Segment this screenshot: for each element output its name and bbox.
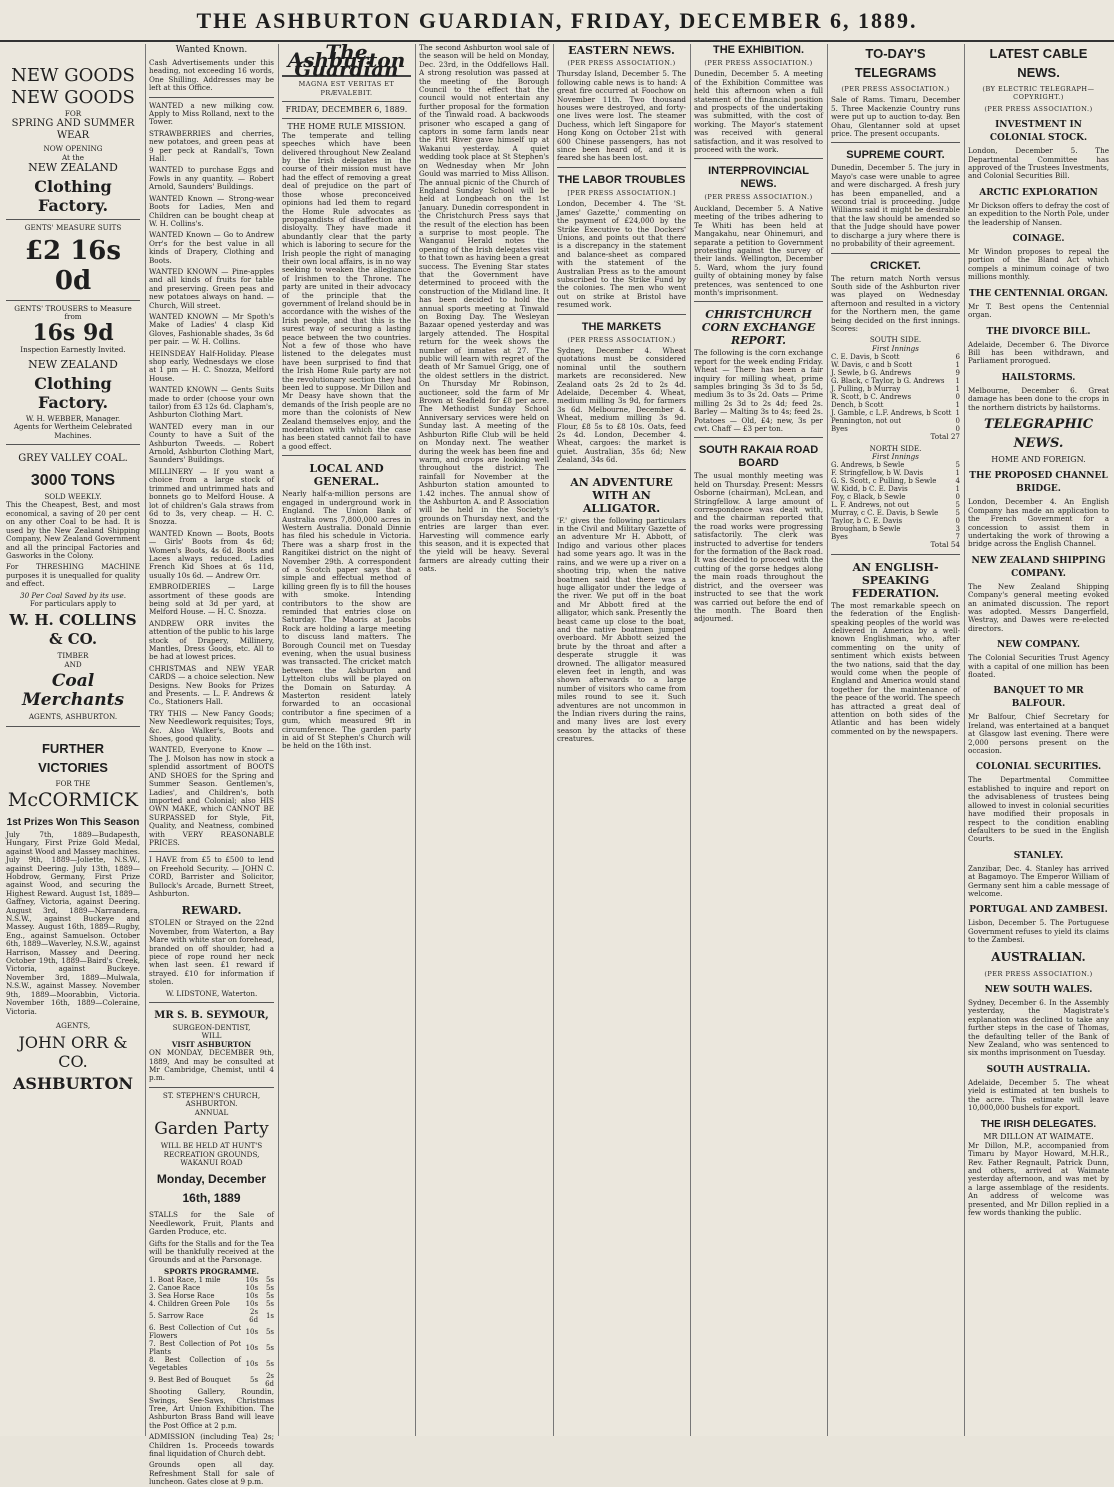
ad-heading: Clothing Factory. (34, 373, 112, 412)
section-heading: AN ENGLISH-SPEAKING FEDERATION. (851, 560, 940, 600)
table-cell: F. Stringfellow, b W. Davis (831, 469, 924, 478)
table-cell: 4. Children Green Pole (149, 1300, 230, 1309)
article-body: London, December 5. The Departmental Committee has approved of the Trustees Investments, and Colonial Securities Bill. (968, 146, 1109, 181)
article-body: Mr T. Best opens the Centennial organ. (968, 301, 1109, 320)
section-subheading: (BY ELECTRIC TELEGRAPH—COPYRIGHT.) (982, 85, 1095, 102)
table-cell: 4 (955, 477, 960, 486)
table-row (831, 493, 960, 501)
ad-text: AND (64, 659, 82, 669)
scorecard-table (831, 461, 960, 541)
ad-heading: ASHBURTON (12, 1074, 134, 1094)
section-subheading: (PER PRESS ASSOCIATION.) (567, 59, 676, 67)
classified-ad: HEINSDEAY Half-Holiday. Please shop early, Wednesdays we close at 1 pm — H. C. Snozza, Melford House. (149, 348, 274, 383)
table-cell: 1 (955, 401, 960, 410)
table-cell: 5s (265, 1276, 274, 1285)
article-body: The usual monthly meeting was held on Thursday. Present: Messrs Osborne (chairman), McLean, and Stringfellow. A large amount of correspondence was dealt with, and the chairman reported that the road works were progressing satisfactorily. The clerk was instructed to advertise for tenders for the formation of the Back road. It was decided to proceed with the cutting of the gorse hedges along the main roads throughout the district, and the overseer was instructed to see that the work was carried out before the end of the month. The Board then adjourned. (694, 471, 823, 624)
section-heading: THE HOME RULE MISSION. (287, 122, 406, 132)
ad-text: W. H. WEBBER, Manager. (25, 413, 121, 423)
table-row (149, 1284, 274, 1292)
section-heading: SUPREME COURT. (846, 149, 945, 162)
column-news (694, 44, 823, 1436)
table-cell: 0 (955, 393, 960, 402)
classified-ad: WANTED every man in our County to have a Suit of the Ashburton Tweeds. — Robert Arnold, Ashburton Clothing Mart, Saunders' Buildings. (149, 421, 274, 465)
table-cell: 0 (955, 417, 960, 426)
ad-body: For THRESHING MACHINE purposes it is unequalled for quality and effect. (6, 562, 140, 589)
divider (149, 1002, 274, 1003)
article-body: Melbourne, December 6. Great damage has been done to the crops in the northern districts by hailstorms. (968, 385, 1109, 412)
table-row (831, 393, 960, 401)
section-heading: CHRISTCHURCH CORN EXCHANGE REPORT. (701, 308, 816, 348)
table-cell: 6 (955, 353, 960, 362)
ad-text: GENTS' MEASURE SUITS (24, 223, 122, 233)
section-heading: HAILSTORMS. (1001, 372, 1076, 383)
table-cell: J. Gamble, c L.F. Andrews, b Scott (831, 409, 952, 418)
column-cable-news (968, 44, 1109, 1436)
notice: ADMISSION (including Tea) 2s; Children 1s. Proceeds towards final liquidation of Church debt. (149, 1432, 274, 1458)
article-body: Mr Dillon, M.P., accompanied from Timaru by Mayor Howard, M.H.R., Rev. Father Regnault, Patrick Dunn, and others, arrived at Waimate yesterday afternoon, and was met by a large assemblage of the residents. An address of welcome was presented, and Mr Dillon replied in a few words thanking the public. (968, 1140, 1109, 1218)
classified-ad: TRY THIS — New Fancy Goods; New Needlework requisites; Toys, &c. Also Walker's, Boots and Shoes, good quality. (149, 708, 274, 744)
table-cell: 10s (245, 1284, 259, 1293)
table-cell: Murray, c C. E. Davis, b Sewle (831, 509, 939, 518)
table-cell: 2. Canoe Race (149, 1284, 201, 1293)
table-row (831, 385, 960, 393)
column-rule (415, 44, 416, 1436)
section-heading: Garden Party (154, 1119, 269, 1140)
section-heading: LATEST CABLE NEWS. (989, 46, 1088, 80)
section-heading: THE LABOR TROUBLES (557, 173, 686, 186)
ad-heading: FURTHER VICTORIES (38, 740, 108, 775)
table-cell: 9 (955, 369, 960, 378)
article-body: Mr Windon proposes to repeal the portion of the Bland Act which compels a minimum coinage of two millions monthly. (968, 247, 1109, 282)
section-heading: NEW SOUTH WALES. (984, 984, 1093, 995)
table-cell: 1 (955, 377, 960, 386)
table-cell: W. Davis, c and b Scott (831, 361, 913, 370)
table-cell: 3 (955, 525, 960, 534)
notice-text: SURGEON-DENTIST, (172, 1023, 251, 1033)
table-cell: 2s 6d (249, 1308, 259, 1325)
table-cell: Taylor, b C. E. Davis (831, 517, 903, 526)
ad-heading: 3000 TONS (30, 472, 116, 490)
section-subheading: (PER PRESS ASSOCIATION.) (567, 335, 676, 344)
section-heading: INTERPROVINCIAL NEWS. (708, 165, 809, 191)
article-body: The most remarkable speech on the federation of the English-speaking peoples of the world was delivered in America by a well-known Englishman, who, after commenting on the unity of sentiment which exists between the two nations, said that the day would come when the people of England and America would stand together for the maintenance of the peace of the world. The speech has attracted a great deal of attention on both sides of the Atlantic and has been widely commented on by the newspapers. (831, 600, 960, 736)
classified-ad: WANTED KNOWN — Pine-apples and all kinds of fruits for table and preserving. Green peas and new potatoes always on hand. — Church, Will street. (149, 266, 274, 310)
scorecard-total: Total 54 (930, 540, 960, 550)
table-cell: C. E. Davis, b Scott (831, 353, 900, 362)
table-row (831, 501, 960, 509)
ad-text: FOR (64, 109, 82, 118)
section-subheading: (PER PRESS ASSOCIATION.) (704, 193, 813, 202)
divider (6, 300, 140, 301)
table-row (831, 525, 960, 533)
ad-text: NOW OPENING (43, 144, 103, 154)
article-body: Mr Balfour, Chief Secretary for Ireland, was entertained at a banquet at Glasgow last evening. There were 2,000 persons present on the occasion. (968, 712, 1109, 756)
table-cell: 5s (250, 1376, 259, 1385)
scorecard-total: Total 27 (930, 432, 960, 442)
ad-heading: W. H. COLLINS & CO. (9, 611, 137, 649)
table-row (149, 1324, 274, 1340)
table-cell: 1 (955, 409, 960, 418)
section-heading: BANQUET TO MR BALFOUR. (993, 686, 1084, 710)
article-body: Lisbon, December 5. The Portuguese Government refuses to yield its claims to the Zambesi. (968, 918, 1109, 945)
divider (557, 167, 686, 168)
column-rule (278, 44, 279, 1436)
table-cell: 5s (265, 1284, 274, 1293)
section-heading: COLONIAL SECURITIES. (975, 762, 1102, 773)
ad-heading: Coal Merchants (21, 671, 125, 711)
notice: ON MONDAY, DECEMBER 9th, 1889, And may be consulted at Mr Cambridge, Chemist, until 4 p.m. (149, 1048, 274, 1083)
ad-text: Agents for Wertheim Celebrated Machines. (13, 422, 133, 440)
ad-heading: NEW GOODS (11, 65, 135, 86)
article-body: Dunedin, December 5. The jury in Mayo's case were unable to agree and were discharged. A fresh jury has been empanelled, and a second trial is proceeding. Judge Williams said it might be desirable that the law should be amended so that the Judge should have power to discharge a jury where there is no probability of their agreement. (831, 163, 960, 249)
column-telegrams (831, 44, 960, 1436)
table-cell: 1. Boat Race, 1 mile (149, 1276, 221, 1285)
scorecard-subheading: First Innings (872, 343, 919, 353)
notice: I HAVE from £5 to £500 to lend on Freehold Security. — JOHN C. CORD, Barrister and Solicitor, Bullock's Arcade, Burnett Street, Ashburton. (149, 855, 274, 898)
article-body: Thursday Island, December 5. The following cable news is to hand: A great fire occurred at Foochow on November 11th. Two thousand houses were destroyed, and forty-one lives were lost. The steamer Duchess, which left Singapore for Hong Kong on October 21st with 600 Chinese passengers, has not since been heard of, and it is feared she has been lost. (557, 69, 686, 163)
divider (6, 219, 140, 220)
table-row (149, 1276, 274, 1284)
table-cell: 0 (955, 517, 960, 526)
article-body: 'F.' gives the following particulars in the Civil and Military Gazette of an adventure Mr H. Abbott, of Indigo and various other places had some years ago. It was in the rains, and we were up a river on a shooting trip, when the native boatmen said that there was a huge alligator under the ledge of the river. We put off in the boat and Mr Abbott fired at the alligator, which sank. Presently the beast came up close to the boat, and the native boatmen jumped overboard. Mr Abbott seized the brute by the throat and after a desperate struggle it was drowned. The alligator measured eleven feet in length, and was shown afterwards to a large number of visitors who came from miles round to see it. Such adventures are not uncommon in the Indian rivers during the rains, and many lives are lost every season by the attacks of these creatures. (557, 515, 686, 744)
table-row (831, 369, 960, 377)
classified-ad: WANTED Known — Strong-wear Boots for Ladies, Men and Children can be bought cheap at W. H. Collins's. (149, 193, 274, 228)
table-cell: 1 (955, 361, 960, 370)
ad-heading: JOHN ORR & CO. (18, 1033, 128, 1072)
table-cell: Byes (831, 425, 848, 434)
section-heading: SOUTH RAKAIA ROAD BOARD (698, 444, 819, 470)
column-advertisements (6, 44, 140, 1436)
divider (557, 469, 686, 470)
notice: STOLEN or Strayed on the 22nd November, from Waterton, a Bay Mare with white star on forehead, branded on off shoulder, had a piece of rope round her neck when last seen. £1 reward if strayed. £10 for information if stolen. (149, 918, 274, 987)
article-body: London, December 4. An English Company has made an application to the French Government for a concession to assist them in undertaking the work of throwing a bridge across the English Channel. (968, 497, 1109, 549)
table-row (831, 485, 960, 493)
article-body: Sydney, December 4. Wheat quotations must be considered nominal until the southern markets are reconsidered. New Zealand oats 2s 2d to 2s 4d. Adelaide, December 4. Wheat, medium milling 3s 9d, for farmers 3s 6d. Melbourne, December 4. Wheat, medium milling 3s 9d. Flour, £8 5s to £8 10s. Oats, feed 2s 4d. London, December 4. Wheat, cargoes: the market is quiet. Australian, 35s 6d; New Zealand, 34s 6d. (557, 345, 686, 465)
table-row (831, 509, 960, 517)
issue-date: FRIDAY, DECEMBER 6, 1889. (285, 105, 408, 115)
section-heading: COINAGE. (1012, 234, 1065, 245)
article-body: The New Zealand Shipping Company's general meeting evoked an animated discussion. The report was adopted. Messrs Dangerfield, Westray, and Dawes were re-elected directors. (968, 581, 1109, 633)
ad-text: GENTS' TROUSERS to Measure from (14, 303, 132, 322)
table-cell: 10s (245, 1328, 259, 1337)
table-cell: 1 (955, 485, 960, 494)
ad-text: NEW ZEALAND (28, 357, 118, 371)
divider (831, 554, 960, 555)
masthead (0, 0, 1114, 42)
section-heading: INVESTMENT IN COLONIAL STOCK. (989, 120, 1088, 144)
article-body: Sydney, December 6. In the Assembly yesterday, the Magistrate's explanation was declined to take any further steps in the case of Thomas, the defaulting teller of the Bank of New Zealand, who was sentenced to six months imprisonment on Tuesday. (968, 997, 1109, 1058)
ad-price: £2 16s 0d (24, 235, 122, 296)
section-heading: TELEGRAPHIC NEWS. (983, 416, 1094, 451)
table-cell: 3. Sea Horse Race (149, 1292, 215, 1301)
section-heading: Monday, December 16th, 1889 (156, 1172, 267, 1206)
section-heading: TO-DAY'S TELEGRAMS (854, 46, 937, 80)
ad-body: July 7th, 1889—Budapesth, Hungary, First Prize Gold Medal, against Wood and Massey machines. July 9th, 1889—Joliette, N.S.W., against Deering. July 13th, 1889—Hobdrow, Germany, First Prize against Wood, and securing the Highest Reward. August 1st, 1889—Gaffney, Victoria, against Deering. August 3rd, 1889—Narrandera, N.S.W., against Buckeye and Massey. August 16th, 1889—Rugby, Eng., against Samuelson. October 6th, 1889—Waverley, N.S.W., against Harrison, Massey and Deering. October 19th, 1889—Baird's Creek, Victoria, against Buckeye. November 3rd, 1889—Mulwala, N.S.W., against Massey. November 9th, 1889—Moorabbin, Victoria. November 16th, 1889—Coleraine, Victoria. (6, 829, 140, 1016)
table-row (831, 477, 960, 485)
section-heading: REWARD. (181, 904, 242, 918)
divider (149, 97, 274, 98)
divider (282, 118, 411, 119)
divider (694, 158, 823, 159)
section-heading: AN ADVENTURE WITH AN ALLIGATOR. (570, 475, 673, 515)
ad-text: TIMBER (57, 651, 89, 661)
ad-price: 16s 9d (32, 320, 114, 347)
scorecard-heading: SOUTH SIDE. (869, 335, 922, 345)
notice: Grounds open all day. Refreshment Stall for sale of luncheon. Gates close at 9 p.m. (149, 1460, 274, 1487)
table-cell: G. S. Scott, c Pulling, b Sewle (831, 477, 937, 486)
section-subheading: (PER PRESS ASSOCIATION.) (704, 59, 813, 67)
table-row (831, 469, 960, 477)
section-heading: NEW ZEALAND SHIPPING COMPANY. (971, 555, 1106, 579)
notice-text: WILL (201, 1031, 222, 1041)
column-news (557, 44, 686, 1436)
scorecard-subheading: First Innings (872, 451, 919, 461)
table-row (149, 1308, 274, 1324)
ad-text: SOLD WEEKLY. (44, 492, 102, 502)
table-cell: Foy, c Black, b Sewle (831, 493, 906, 502)
column-rule (690, 44, 691, 1436)
table-cell: 2s 6d (265, 1372, 274, 1389)
classified-ad: WANTED a new milking cow. Apply to Miss Rolland, next to the Tower. (149, 100, 274, 127)
table-row (831, 377, 960, 385)
table-cell: J. Pulling, b Murray (831, 385, 901, 394)
column-leader (282, 40, 411, 1436)
notice: Shooting Gallery, Roundin, Swings, See-Saws, Christmas Tree, Art Union Exhibition. The Ashburton Brass Band will leave the Post Office at 2 p.m. (149, 1387, 274, 1430)
article-body: Nearly half-a-million persons are engaged in underground work in England. The Union Bank of Australia owns 7,800,000 acres in Western Australia. Donald Dinnie has filed his schedule in Victoria. There was a sharp frost in the Rangitikei district on the night of November 29th. A correspondent of a Scotch paper says that a simple and effectual method of killing green fly is to fill the houses with smoke. Intending contributors to the show are reminded that entries close on Saturday. The Maoris at Jacobs Rock are holding a large meeting to discuss land matters. The Borough Council met on Tuesday evening, when the usual business was transacted. The cricket match between the Ashburton and Lyttelton clubs will be played on the Domain on Saturday. A Masterton resident lately forwarded to an occasional contributor a fine specimen of a gum, which measured 9ft in circumference. The garden party in aid of St Stephen's Church will be held on the 16th inst. (282, 489, 411, 751)
notice-text: WILL BE HELD AT HUNT'S RECREATION GROUNDS, WAKANUI ROAD (160, 1141, 263, 1167)
section-heading: THE CENTENNIAL ORGAN. (969, 288, 1108, 299)
ad-body: This the Cheapest, Best, and most economical, a saving of 20 per cent on any other Coal to be had. It is used by the New Zealand Shipping Company, New Zealand Government and all the principal Factories and Gasworks in the Colony. (6, 500, 140, 560)
table-cell: 5s (265, 1360, 274, 1369)
classified-ad: WANTED Known — Boots, Boots — Girls' Boots from 4s 6d; Women's Boots, 4s 6d. Boots and Laces always reduced. Ladies French Kid Shoes at 6s 11d, usually 10s 6d. — Andrew Orr. (149, 528, 274, 580)
ad-heading: McCORMICK (7, 788, 139, 811)
section-subheading: (PER PRESS ASSOCIATION.) (841, 85, 950, 93)
notice: Gifts for the Stalls and for the Tea will be thankfully received at the Grounds and at the Parsonage. (149, 1238, 274, 1265)
table-cell: 5s (265, 1328, 274, 1337)
notice: Cash Advertisements under this heading, not exceeding 16 words, One Shilling. Addresses may be left at this Office. (149, 58, 274, 93)
classified-ad: WANTED to purchase Eggs and Fowls in any quantity. — Robert Arnold, Saunders' Buildings. (149, 165, 274, 192)
column-rule (827, 44, 828, 1436)
section-heading: PORTUGAL AND ZAMBESI. (969, 905, 1108, 916)
article-body: London, December 4. The 'St. James' Gazette,' commenting on the payment of £24,000 by the Strike Executive to the Dockers' Unions, and points out that there is a discrepancy in the statement and balance-sheet as compared with the statement of the Australian Press as to the amount subscribed to the Strike Fund by the colonies. The men who went out on strike at Bristol have resumed work. (557, 199, 686, 310)
divider (282, 101, 411, 102)
table-cell: 1 (955, 469, 960, 478)
table-row (149, 1372, 274, 1388)
table-cell: 5. Sarrow Race (149, 1312, 204, 1321)
divider (6, 726, 140, 727)
table-row (149, 1300, 274, 1308)
section-heading: THE EXHIBITION. (712, 44, 805, 56)
classified-ad: EMBROIDERIES — Large assortment of these goods are being sold at 3d per yard, at Melford House. — H. C. Snozza. (149, 582, 274, 617)
section-heading: AUSTRALIAN. (991, 949, 1086, 964)
ad-text: SPRING AND SUMMER WEAR (11, 118, 135, 142)
section-heading: SOUTH AUSTRALIA. (986, 1064, 1091, 1075)
ad-heading: Clothing Factory. (34, 177, 112, 216)
table-row (831, 401, 960, 409)
article-body: The temperate and telling speeches which have been delivered throughout New Zealand by the Irish delegates in the course of their mission must have had the effect of removing a great deal of prejudice on the part of those whose preconceived opinions had led them to regard the Home Rule advocates as propagandists of disaffection and disloyalty. They have made it abundantly clear that the party which is laboring to secure for the Irish people the right of managing their own local affairs, is in no way seeking to weaken the allegiance of Irishmen to the Throne. The party are united in their advocacy of the principle that the government of Ireland should be in accordance with the wishes of the Irish people, and that this is the surest way of securing a lasting peace between the two countries. Not a few of those who have listened to the delegates must have been surprised to find that the Irish Home Rule party are not the revolutionary section they had been led to suppose. Mr Dillon and Mr Deasy have shown that the demands of the Irish people are no more than the colonists of New Zealand themselves enjoy, and the moderation with which the case has been stated cannot fail to have a good effect. (282, 130, 411, 451)
section-subheading: MR DILLON AT WAIMATE. (983, 1132, 1094, 1142)
section-subheading: HOME AND FOREIGN. (991, 454, 1086, 464)
section-heading: SPORTS PROGRAMME. (164, 1266, 259, 1276)
ads-list (149, 102, 274, 848)
notice-text: ANNUAL (194, 1107, 229, 1117)
section-heading: LOCAL AND GENERAL. (309, 462, 384, 489)
table-row (831, 417, 960, 425)
classified-ad: CHRISTMAS and NEW YEAR CARDS — a choice selection. New Designs. New Books for Prizes and Presents. — L. F. Andrews & Co., Stationers Hall. (149, 663, 274, 707)
table-row (831, 409, 960, 417)
column-wanted (149, 44, 274, 1487)
classified-ad: MILLINERY — If you want a choice from a large stock of trimmed and untrimmed hats and bonnets go to Melford House. A lot of children's Gala straws from 6d to 3s, very cheap. — H. C. Snozza. (149, 466, 274, 527)
article-body: Adelaide, December 5. The wheat yield is estimated at ten bushels to the acre. This estimate will leave 10,000,000 bushels for export. (968, 1077, 1109, 1113)
table-cell: 10s (245, 1360, 259, 1369)
classified-ad: WANTED, Everyone to Know — The J. Molson has now in stock a splendid assortment of BOOTS AND SHOES for the Spring and Summer Season. Gentlemen's, Ladies', and Children's, both imported and Colonial; also HIS OWN MAKE, which CANNOT BE SURPASSED for Style, Fit, Quality, and Neatness, combined with VERY REASONABLE PRICES. (149, 745, 274, 847)
section-heading: THE PROPOSED CHANNEL BRIDGE. (969, 471, 1108, 495)
ad-text: For particulars apply to (29, 598, 117, 608)
section-heading: CRICKET. (870, 259, 921, 272)
table-cell: 0 (955, 425, 960, 434)
divider (149, 851, 274, 852)
table-cell: G. Andrews, b Sewle (831, 461, 905, 470)
notice-text: VISIT ASHBURTON (171, 1039, 252, 1049)
divider (282, 455, 411, 456)
table-row (831, 461, 960, 469)
table-row (149, 1292, 274, 1300)
table-cell: W. Kidd, b C. E. Davis (831, 485, 908, 494)
section-heading: THE MARKETS (581, 320, 662, 333)
table-cell: 10s (245, 1344, 259, 1353)
section-subheading: (PER PRESS ASSOCIATION.) (984, 104, 1093, 113)
table-cell: 10s (245, 1292, 259, 1301)
table-cell: 7 (955, 533, 960, 542)
article-body: The following is the corn exchange report for the week ending Friday. Wheat — There has been a fair inquiry for milling wheat, prime samples bringing 3s 3d to 3s 5d, medium 3s to 3s 2d. Oats — Prime milling 2s 3d to 2s 4d; feed 2s. Barley — Malting 3s to 4s; feed 2s. Potatoes — Old, £4; new, 3s per cwt. Chaff — £3 per ton. (694, 348, 823, 433)
table-cell: L. F. Andrews, not out (831, 501, 910, 510)
divider (831, 142, 960, 143)
table-row (149, 1356, 274, 1372)
section-heading: ARCTIC EXPLORATION (979, 187, 1098, 198)
classified-ad: ANDREW ORR invites the attention of the public to his large stock of Drapery, Millinery, Mantles, Dress Goods, etc. All to be had at lowest prices. (149, 618, 274, 662)
ad-text: Inspection Earnestly Invited. (20, 345, 126, 355)
ad-heading: NEW GOODS (11, 87, 135, 108)
scorecard-heading: NORTH SIDE. (869, 443, 922, 453)
article-body: The second Ashburton wool sale of the season will be held on Monday, Dec. 23rd, in the Oddfellows Hall. A strong resolution was passed at the meeting of the Borough Council to the effect that the council would not entertain any further proposal for the formation of the Tinwald road. A backwoods prisoner who escaped a gang of captors in some farm lands near the Pitt River gave himself up at Wakanui yesterday. A quiet wedding took place at St Stephen's on Wednesday when Mr John Gould was married to Miss Allison. The annual picnic of the Church of England Sunday School will be held at Longbeach on the 1st January. Dunedin correspondent in the Christchurch Press says that the result of the election has been a surprise to most people. The Wanganui Herald notes the opening of the Irish delegates visit to that town as having been a great success. The Evening Star states that the Government have determined to proceed with the construction of the Midland line. It has been decided to hold the annual sports meeting at Tinwald on Boxing Day. The Wesleyan Bazaar opened yesterday and was largely attended. The Hospital return for the week shows the number of inmates at 27. The public will learn with regret of the death of Mr Samuel Grigg, one of the oldest settlers in the district. On Thursday Mr Robinson, auctioneer, sold the farm of Mr Brown at Seafield for £8 per acre. The Methodist Sunday School Anniversary services were held on Sunday last. A meeting of the Ashburton Rifle Club will be held on Monday next. The weather during the week has been fine and warm, and crops are looking well throughout the district. The rainfall for November at the Ashburton station amounted to 1.42 inches. The annual show of the Ashburton A. and P. Association will be held in the Society's grounds on Thursday next, and the entries are larger than ever. Harvesting will commence early this season, and it is expected that the yield will be heavy. Several farmers are already cutting their oats. (419, 43, 549, 574)
classified-ad: WANTED KNOWN — Gents Suits made to order (choose your own tailor) from £3 12s 6d. Clapham's, Ashburton Clothing Mart. (149, 385, 274, 420)
ad-heading: GREY VALLEY COAL. (18, 453, 128, 465)
article-body: Adelaide, December 6. The Divorce Bill has been withdrawn, and Parliament prorogued. (968, 339, 1109, 366)
divider (694, 301, 823, 302)
divider (694, 437, 823, 438)
divider (831, 253, 960, 254)
scorecard-table (831, 353, 960, 433)
table-row (831, 361, 960, 369)
section-heading: Wanted Known. (175, 45, 248, 55)
article-body: Sale of Rams. Timaru, December 5. Three Mackenzie Country runs were put up to auction to-day. Ben Ohau, Glentanner sold at upset price. The present occupants. (831, 95, 960, 139)
table-cell: 7. Best Collection of Pot Plants (149, 1340, 242, 1357)
divider (6, 444, 140, 445)
classified-ad: STRAWBERRIES and cherries, new potatoes, and green peas at 9 per peck at Randall's, Town Hall. (149, 128, 274, 164)
table-cell: 5s (265, 1300, 274, 1309)
ad-text: NEW ZEALAND (28, 161, 118, 175)
article-body: Zanzibar, Dec. 4. Stanley has arrived at Bagamoyo. The Emperor William of Germany sent him a cable message of welcome. (968, 863, 1109, 898)
article-body: The return match North versus South side of the Ashburton river was played on Wednesday afternoon and resulted in a victory for the Northern men, the game being decided on the first innings. Scores: (831, 273, 960, 333)
masthead-title: THE ASHBURTON GUARDIAN, FRIDAY, DECEMBER 6, 1889. (196, 8, 918, 33)
table-cell: 8. Best Collection of Vegetables (149, 1356, 242, 1373)
motto: MAGNA EST VERITAS ET PRÆVALEBIT. (298, 80, 395, 97)
table-cell: 6. Best Collection of Cut Flowers (149, 1324, 242, 1341)
divider (557, 314, 686, 315)
article-body: Auckland, December 5. A Native meeting of the tribes adhering to Te Whiti has been held at Mangakahu, near Ohinemuri, and separate a petition to Government protesting against the survey of their lands. Wellington, December 5. Ward, whom the jury found guilty of obtaining money by false pretences, was sentenced to one month's imprisonment. (694, 203, 823, 297)
notice-text: ST. STEPHEN'S CHURCH, ASHBURTON. (162, 1090, 261, 1109)
column-rule (553, 44, 554, 1436)
ad-text: At the (61, 152, 84, 162)
section-heading: THE DIVORCE BILL. (986, 326, 1091, 337)
table-cell: Dench, b Scott (831, 401, 884, 410)
table-row (831, 353, 960, 361)
table-cell: R. Scott, b C. Andrews (831, 393, 912, 402)
section-heading: THE IRISH DELEGATES. (980, 1119, 1097, 1131)
section-heading: EASTERN NEWS. (568, 44, 675, 57)
column-rule (964, 44, 965, 1436)
table-cell: 1 (955, 385, 960, 394)
ad-text: 30 Per Coal Saved by its use. (20, 590, 126, 600)
table-cell: 5 (955, 509, 960, 518)
notice: STALLS for the Sale of Needlework, Fruit, Plants and Garden Produce, etc. (149, 1210, 274, 1237)
table-row (831, 517, 960, 525)
section-heading: NEW COMPANY. (996, 640, 1080, 651)
ad-text: AGENTS, (55, 1020, 91, 1030)
table-cell: J. Sewle, b G. Andrews (831, 369, 912, 378)
ad-text: FOR THE (55, 778, 91, 788)
table-row (149, 1340, 274, 1356)
table-cell: 5s (265, 1344, 274, 1353)
table-cell: G. Black, c Taylor, b G. Andrews (831, 377, 945, 386)
table-cell: 0 (955, 493, 960, 502)
column-local-news (419, 44, 549, 1436)
table-cell: 10s (245, 1300, 259, 1309)
article-body: Mr Dickson offers to defray the cost of an expedition to the North Pole, under the leadership of Nansen. (968, 200, 1109, 227)
table-cell: 5s (265, 1292, 274, 1301)
sports-table (149, 1276, 274, 1388)
table-cell: 5 (955, 461, 960, 470)
column-rule (145, 44, 146, 1436)
table-cell: Brougham, b Sewle (831, 525, 901, 534)
table-cell: 5 (955, 501, 960, 510)
section-subheading: (PER PRESS ASSOCIATION.) (984, 969, 1093, 978)
section-subheading: [PER PRESS ASSOCIATION.] (567, 188, 676, 197)
table-cell: Byes (831, 533, 848, 542)
classified-ad: WANTED Known — Go to Andrew Orr's for the best value in all kinds of Drapery, Clothing and Boots. (149, 230, 274, 265)
section-heading: MR S. B. SEYMOUR, (154, 1010, 269, 1022)
article-body: Dunedin, December 5. A meeting of the Exhibition Committee was held this afternoon when a full statement of the financial position and prospects of the undertaking was submitted, with the cost of working. The Mayor's statement was received with general satisfaction, and it was resolved to proceed with the work. (694, 69, 823, 155)
classified-ad: WANTED KNOWN — Mr Spoth's Make of Ladies' 4 clasp Kid Gloves, Fashionable shades, 3s 6d per pair. — W. H. Collins. (149, 311, 274, 347)
table-cell: 1s (265, 1312, 274, 1321)
table-cell: 10s (245, 1276, 259, 1285)
table-cell: Pennington, not out (831, 417, 902, 426)
notice-signature: W. LIDSTONE, Waterton. (165, 988, 258, 998)
ad-text: AGENTS, ASHBURTON. (28, 712, 118, 722)
divider (149, 1087, 274, 1088)
section-heading: STANLEY. (1013, 850, 1064, 861)
article-body: The Departmental Committee established to inquire and report on the advisableness of trustees being allowed to invest in colonial securities have modified their proposals in respect to the condition enabling defaulters to be sued in the English Courts. (968, 775, 1109, 844)
article-body: The Colonial Securities Trust Agency with a capital of one million has been floated. (968, 653, 1109, 680)
table-cell: 9. Best Bed of Bouquet (149, 1376, 231, 1385)
ad-heading: 1st Prizes Won This Season (6, 816, 140, 828)
newspaper-masthead: The Ashburton Guardian (282, 48, 411, 77)
